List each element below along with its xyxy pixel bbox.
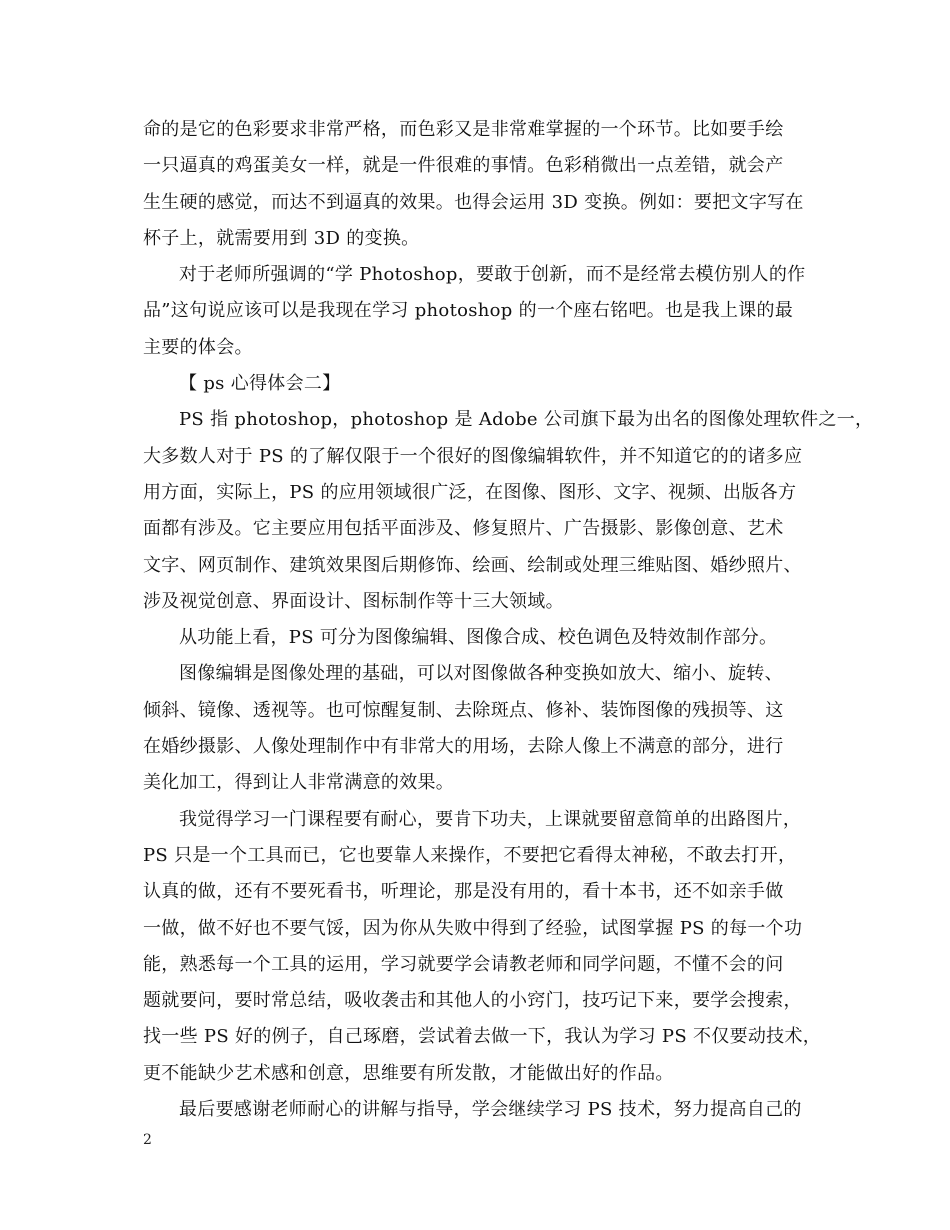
text-line: 用方面，实际上，PS 的应用领域很广泛，在图像、图形、文字、视频、出版各方 [143,481,797,503]
text-line: 倾斜、镜像、透视等。也可惊醒复制、去除斑点、修补、装饰图像的残损等、这 [143,699,784,721]
paragraph-start-line: 最后要感谢老师耐心的讲解与指导，学会继续学习 PS 技术，努力提高自己的 [179,1099,802,1121]
text-line: 文字、网页制作、建筑效果图后期修饰、绘画、绘制或处理三维贴图、婚纱照片、 [143,554,802,576]
paragraph-start-line: 我觉得学习一门课程要有耐心，要肯下功夫，上课就要留意简单的出路图片， [179,808,802,830]
text-line: 美化加工，得到让人非常满意的效果。 [143,772,455,794]
text-line: 品”这句说应该可以是我现在学习 photoshop 的一个座右铭吧。也是我上课的最 [143,300,794,322]
text-line: 能，熟悉每一个工具的运用，学习就要学会请教老师和同学问题，不懂不会的问 [143,953,784,975]
text-line: 更不能缺少艺术感和创意，思维要有所发散，才能做出好的作品。 [143,1062,674,1084]
document-body [143,112,874,1128]
text-line: 面都有涉及。它主要应用包括平面涉及、修复照片、广告摄影、影像创意、艺术 [143,518,784,540]
paragraph-start-line: 图像编辑是图像处理的基础，可以对图像做各种变换如放大、缩小、旋转、 [179,663,783,685]
text-line: 主要的体会。 [143,336,253,358]
paragraph-start-line: 从功能上看，PS 可分为图像编辑、图像合成、校色调色及特效制作部分。 [179,627,778,649]
text-line: 一只逼真的鸡蛋美女一样，就是一件很难的事情。色彩稍微出一点差错，就会产 [143,155,784,177]
text-line: 杯子上，就需要用到 3D 的变换。 [143,227,420,249]
text-line: 在婚纱摄影、人像处理制作中有非常大的用场，去除人像上不满意的部分，进行 [143,736,784,758]
page-number: 2 [143,1132,152,1148]
text-line: 大多数人对于 PS 的了解仅限于一个很好的图像编辑软件，并不知道它的的诸多应 [143,445,803,467]
text-line: 认真的做，还有不要死看书，听理论，那是没有用的，看十本书，还不如亲手做 [143,881,784,903]
paragraph-start-line: PS 指 photoshop，photoshop 是 Adobe 公司旗下最为出名的图像处理软件之一， [179,409,874,431]
paragraph-start-line: 对于老师所强调的“学 Photoshop，要敢于创新，而不是经常去模仿别人的作 [179,264,806,286]
text-line: 找一些 PS 好的例子，自己琢磨，尝试着去做一下，我认为学习 PS 不仅要动技术， [143,1026,822,1048]
text-line: 题就要问，要时常总结，吸收袭击和其他人的小窍门，技巧记下来，要学会搜索， [143,990,802,1012]
section-heading: 【 ps 心得体会二】 [179,373,341,395]
text-line: PS 只是一个工具而已，它也要靠人来操作，不要把它看得太神秘，不敢去打开， [143,844,797,866]
text-line: 涉及视觉创意、界面设计、图标制作等十三大领域。 [143,590,564,612]
text-line: 一做，做不好也不要气馁，因为你从失败中得到了经验，试图掌握 PS 的每一个功 [143,917,803,939]
text-line: 命的是它的色彩要求非常严格，而色彩又是非常难掌握的一个环节。比如要手绘 [143,119,784,140]
text-line: 生生硬的感觉，而达不到逼真的效果。也得会运用 3D 变换。例如：要把文字写在 [143,191,804,213]
